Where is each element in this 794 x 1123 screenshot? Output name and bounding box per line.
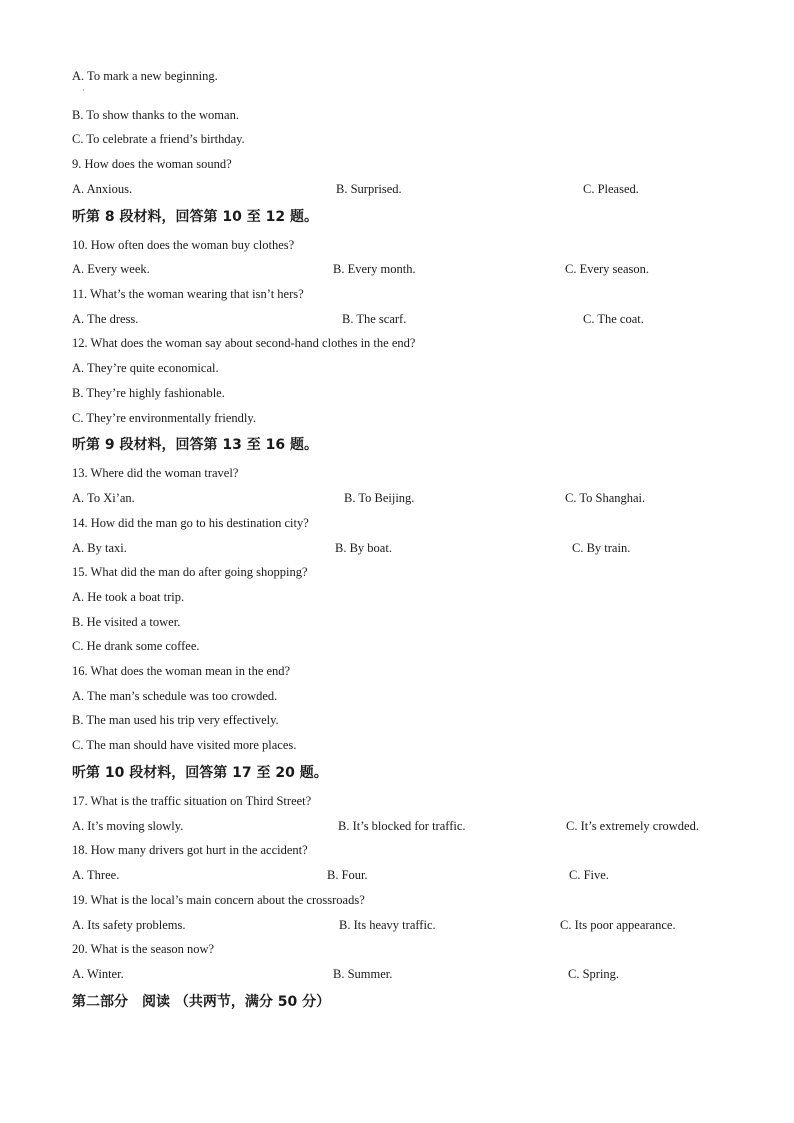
q10-question: 10. How often does the woman buy clothes? [72, 238, 295, 252]
q16-option-b: B. The man used his trip very effectively. [72, 713, 279, 727]
q14-option-c: C. By train. [572, 541, 631, 555]
q11-option-c: C. The coat. [583, 312, 644, 326]
q11-option-a: A. The dress. [72, 312, 139, 326]
section-heading-10: 听第 10 段材料，回答第 17 至 20 题。 [72, 765, 328, 781]
q11-option-b: B. The scarf. [342, 312, 407, 326]
q11-question: 11. What’s the woman wearing that isn’t hers? [72, 287, 304, 301]
q19-option-b: B. Its heavy traffic. [339, 918, 436, 932]
q14-option-a: A. By taxi. [72, 541, 127, 555]
q14-question: 14. How did the man go to his destination city? [72, 516, 309, 530]
q20-option-c: C. Spring. [568, 967, 620, 981]
q15-option-a: A. He took a boat trip. [72, 590, 185, 604]
q20-option-a: A. Winter. [72, 967, 124, 981]
q19-question: 19. What is the local’s main concern about the crossroads? [72, 893, 365, 907]
stray-dot: · [82, 86, 85, 95]
q12-option-b: B. They’re highly fashionable. [72, 386, 225, 400]
q12-option-c: C. They’re environmentally friendly. [72, 411, 256, 425]
q12-question: 12. What does the woman say about second-hand clothes in the end? [72, 336, 416, 350]
q17-option-a: A. It’s moving slowly. [72, 819, 184, 833]
q9-option-c: C. Pleased. [583, 182, 639, 196]
q9-option-b: B. Surprised. [336, 182, 402, 196]
q16-option-a: A. The man’s schedule was too crowded. [72, 689, 278, 703]
q15-question: 15. What did the man do after going shopping? [72, 565, 308, 579]
section-heading-9: 听第 9 段材料，回答第 13 至 16 题。 [72, 437, 318, 453]
q17-option-c: C. It’s extremely crowded. [566, 819, 699, 833]
q10-option-a: A. Every week. [72, 262, 150, 276]
q15-option-b: B. He visited a tower. [72, 615, 181, 629]
q18-option-c: C. Five. [569, 868, 609, 882]
q19-option-a: A. Its safety problems. [72, 918, 186, 932]
q18-question: 18. How many drivers got hurt in the accident? [72, 843, 308, 857]
q18-option-a: A. Three. [72, 868, 120, 882]
q8-option-c: C. To celebrate a friend’s birthday. [72, 132, 245, 146]
q8-option-a: A. To mark a new beginning. [72, 69, 218, 83]
q13-option-a: A. To Xi’an. [72, 491, 135, 505]
part-two-heading: 第二部分 阅读 （共两节，满分 50 分） [72, 994, 331, 1010]
q9-option-a: A. Anxious. [72, 182, 133, 196]
q17-question: 17. What is the traffic situation on Third Street? [72, 794, 312, 808]
q9-question: 9. How does the woman sound? [72, 157, 232, 171]
q10-option-b: B. Every month. [333, 262, 416, 276]
q10-option-c: C. Every season. [565, 262, 650, 276]
q17-option-b: B. It’s blocked for traffic. [338, 819, 466, 833]
q16-option-c: C. The man should have visited more places. [72, 738, 297, 752]
q19-option-c: C. Its poor appearance. [560, 918, 676, 932]
q13-question: 13. Where did the woman travel? [72, 466, 239, 480]
section-heading-8: 听第 8 段材料，回答第 10 至 12 题。 [72, 209, 318, 225]
q18-option-b: B. Four. [327, 868, 368, 882]
q20-question: 20. What is the season now? [72, 942, 215, 956]
q13-option-b: B. To Beijing. [344, 491, 415, 505]
q13-option-c: C. To Shanghai. [565, 491, 646, 505]
q8-option-b: B. To show thanks to the woman. [72, 108, 239, 122]
q14-option-b: B. By boat. [335, 541, 392, 555]
q16-question: 16. What does the woman mean in the end? [72, 664, 291, 678]
q15-option-c: C. He drank some coffee. [72, 639, 200, 653]
q20-option-b: B. Summer. [333, 967, 393, 981]
q12-option-a: A. They’re quite economical. [72, 361, 219, 375]
